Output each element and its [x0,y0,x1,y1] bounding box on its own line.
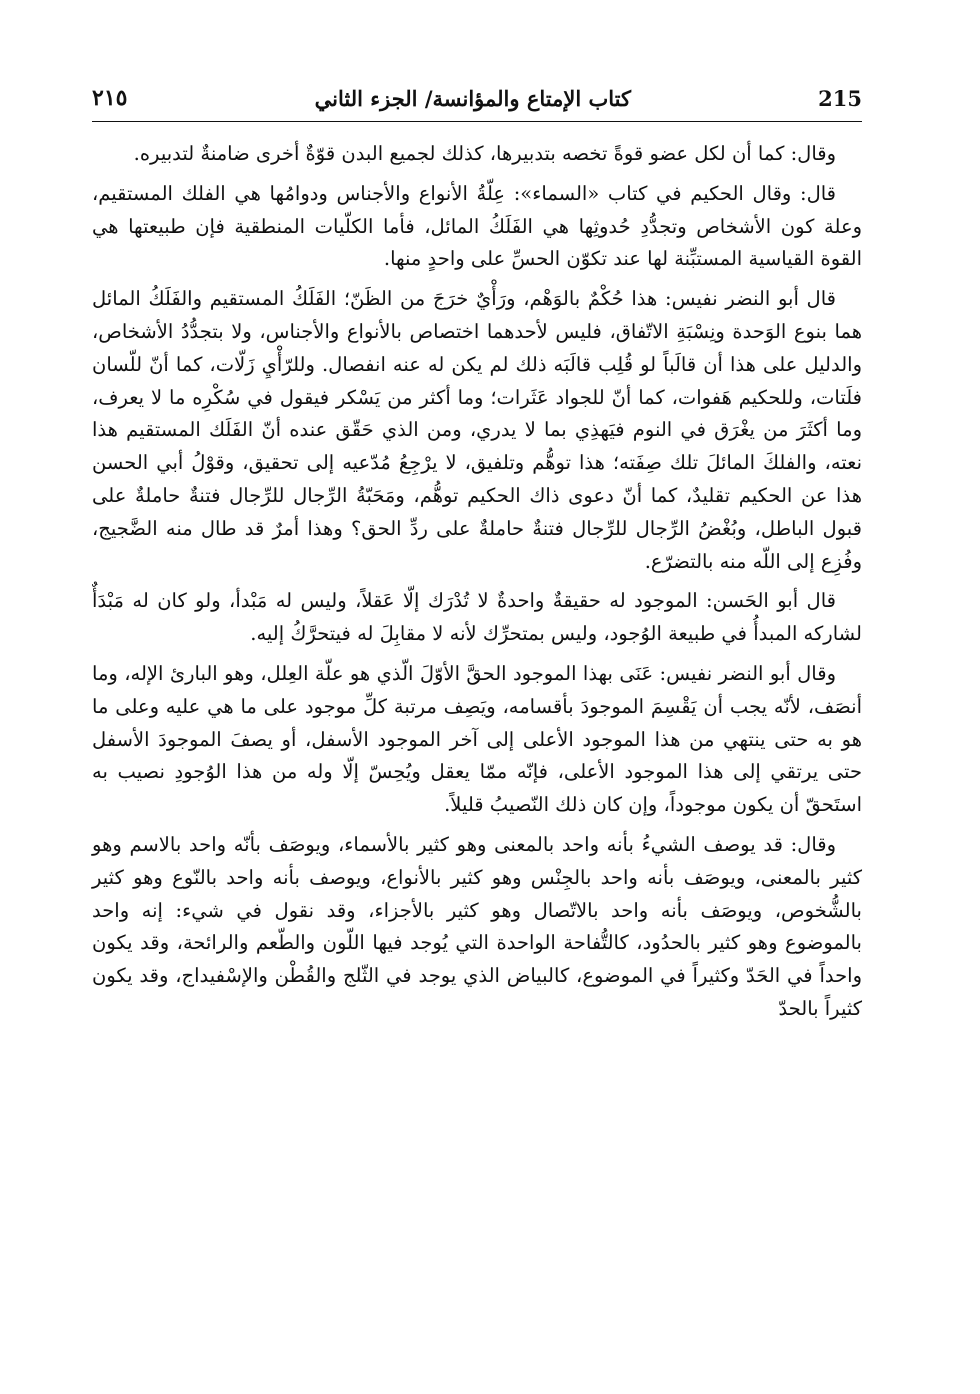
paragraph: قال أبو الحَسن: الموجود له حقيقةٌ واحدةٌ لا تُدْرَك إلّا عَقلاً، وليس له مَبْدأ، ولو كان له مَبْدَأٌ لشاركه المبدأُ في طبيعة الوُجود، وليس بمتحرِّك لأنه لا مقابِلَ له فيتحرَّكُ إليه. [92,589,862,646]
header-rule [92,121,862,122]
page-number-arabic: ٢١٥ [92,85,128,111]
paragraph: وقال: قد يوصف الشيءُ بأنه واحد بالمعنى وهو كثير بالأسماء، ويوصَف بأنّه واحد بالاسم وهو كثير بالمعنى، ويوصَف بأنه واحد بالجِنْس وهو كثير بالأنواع، ويوصف بأنه واحد بالنّوع وهو كثير بالشُّخوص، ويوصَف بأنه واحد بالاتّصال وهو كثير بالأجزاء، وقد نقول في شيء: إنه واحد بالموضوع وهو كثير بالحدُود، كالتُّفاحة الواحدة التي يُوجد فيها اللّون والطّعم والرائحة، وقد يكون واحداً في الحَدّ وكثيراً في الموضوع، كالبياض الذي يوجد في الثّلج والقُطْن والإسْفيداج، وقد يكون كثيراً بالحدّ [92,832,862,1020]
paragraph: وقال: كما أن لكل عضو قوةً تخصه بتدبيرها، كذلك لجميع البدن قوّةٌ أخرى ضامنةٌ لتدبيره. [133,142,836,165]
text-body [92,138,862,1033]
paragraph: قال أبو النضر نفيس: هذا حُكْمٌ بالوَهْم، ورَأْيٌ خرَجَ من الظَنّ؛ الفَلَكُ المستقيم والفَلَكُ المائل هما بنوع الوَحدة ونِسْبَةِ الاتّفاق، فليس لأحدهما اختصاص بالأنواع والأجناس، ولا بتجدُّدُ الأشخاص، والدليل على هذا أن قالَباً لو قُلِب قالَبَه ذلك لم يكن له عنه انفصال. وللرّأْيِ زَلّات، كما أنّ للّسان فلَتات، وللحكيم هَفوات، كما أنّ للجواد عَثَرات؛ وما أكثر من يَسْكر فيقول في سُكْرِه ما لا يعرف، وما أكثَرَ من يغْرَق في النوم فيَهذِي بما لا يدري، ومن الذي حَقّق عنده أنّ الفَلَك المستقيم هذا نعته، والفلكَ المائلَ تلك صِفَته؛ هذا توهُّم وتلفيق، لا يرْجِعُ مُدّعيه إلى تحقيق، وقوْلُ أبي الحسن هذا عن الحكيم تقليدٌ، كما أنّ دعوى ذاك الحكيم توهُّم، ومَحَبّةُ الرِّجال للرِّجال فتنةٌ حاملةٌ على قبول الباطل، وبُغْضُ الرِّجال للرِّجال فتنةٌ حاملةٌ على ردِّ الحق؟ وهذا أمرٌ قد طال منه الضَّجيج، وفُزِع إلى اللّه منه بالتضرّع. [92,287,862,573]
paragraph: وقال أبو النضر نفيس: عَنَى بهذا الموجود الحقَّ الأوّلَ الّذي هو علّة العِلل، وهو البارئ الإله، وما أنصَف، لأنّه يجب أن يَقْسِمَ الموجودَ بأقسامه، ويَصِف مرتبة كلِّ موجود على ما هي عليه وعلى ما هو به حتى ينتهي من هذا الموجود الأعلى إلى آخر الموجود الأسفل، أو يصفَ الموجودَ الأسفل حتى يرتقي إلى هذا الموجود الأعلى، فإنّه ممّا يعقل ويُحِسّ إلّا وله من هذا الوُجودِ نصيب به استَحقّ أن يكون موجوداً، وإن كان ذلك النّصيبُ قليلاً. [92,661,862,817]
running-header [92,78,862,118]
running-title: كتاب الإمتاع والمؤانسة/ الجزء الثاني [314,85,631,111]
paragraph: قال: وقال الحكيم في كتاب «السماء»: عِلّةُ الأنواع والأجناس ودوامُها هي الفلك المستقيم، وعلة كون الأشخاص وتجدُّدِ حُدوثِها هي الفَلَكُ المائل، فأما الكلّيات المنطقية فإن طبيعتها هي القوة القياسية المستبِّنة لها عند تكوّن الحسِّ على واحدٍ منها. [92,181,862,271]
page-number-latin: 215 [818,85,862,111]
